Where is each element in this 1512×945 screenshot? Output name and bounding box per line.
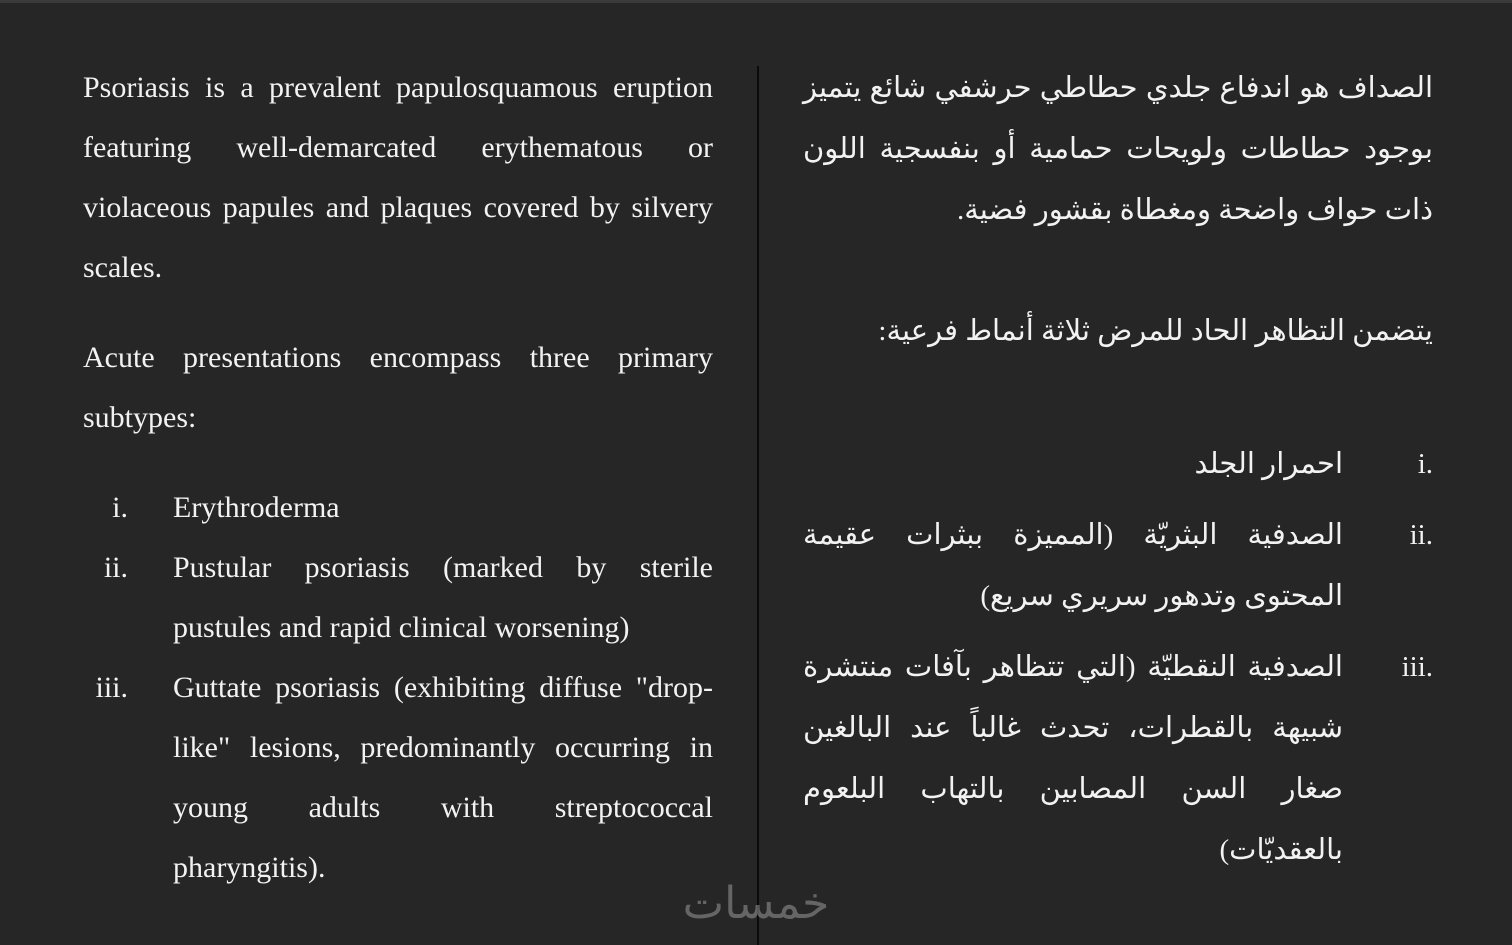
list-item-number: ii.	[1409, 519, 1433, 551]
list-item	[803, 637, 1433, 881]
list-item	[83, 658, 713, 898]
list-item-number: iii.	[1401, 651, 1433, 683]
english-subtype-list	[83, 478, 713, 898]
english-intro-paragraph: Psoriasis is a prevalent papulosquamous eruption featuring well-demarcated erythematous or violaceous papules and plaques covered by silvery scales.	[83, 71, 713, 284]
english-lead-paragraph: Acute presentations encompass three primary subtypes:	[83, 341, 713, 434]
list-item-text: Pustular psoriasis (marked by sterile pustules and rapid clinical worsening)	[173, 551, 713, 644]
list-item-text: الصدفية البثريّة (المميزة ببثرات عقيمة المحتوى وتدهور سريري سريع)	[803, 519, 1343, 612]
arabic-lead-paragraph: يتضمن التظاهر الحاد للمرض ثلاثة أنماط فرعية:	[878, 315, 1433, 347]
top-border-strip	[0, 0, 1512, 3]
list-item	[83, 538, 713, 658]
column-divider	[757, 66, 759, 945]
list-item-number: i.	[1417, 448, 1433, 480]
english-column	[83, 58, 713, 898]
list-item	[83, 478, 713, 538]
list-item-text: Guttate psoriasis (exhibiting diffuse "drop-like" lesions, predominantly occurring in young adults with streptococcal pharyngitis).	[173, 671, 713, 884]
arabic-subtype-list	[803, 434, 1433, 881]
list-item-text: الصدفية النقطيّة (التي تتظاهر بآفات منتشرة شبيهة بالقطرات، تحدث غالباً عند البالغين صغار السن المصابين بالتهاب البلعوم بالعقديّات)	[803, 651, 1343, 866]
arabic-intro-paragraph: الصداف هو اندفاع جلدي حطاطي حرشفي شائع يتميز بوجود حطاطات ولويحات حمامية أو بنفسجية اللون ذات حواف واضحة ومغطاة بقشور فضية.	[803, 72, 1433, 226]
list-item	[803, 434, 1433, 495]
list-item-number: i.	[112, 491, 128, 524]
khamsat-watermark-logo: خمسات	[682, 878, 830, 929]
list-item-number: ii.	[103, 551, 128, 584]
list-item-number: iii.	[95, 671, 128, 704]
arabic-column	[803, 58, 1433, 891]
list-item-text: احمرار الجلد	[1194, 448, 1343, 480]
list-item	[803, 505, 1433, 627]
list-item-text: Erythroderma	[173, 491, 340, 524]
